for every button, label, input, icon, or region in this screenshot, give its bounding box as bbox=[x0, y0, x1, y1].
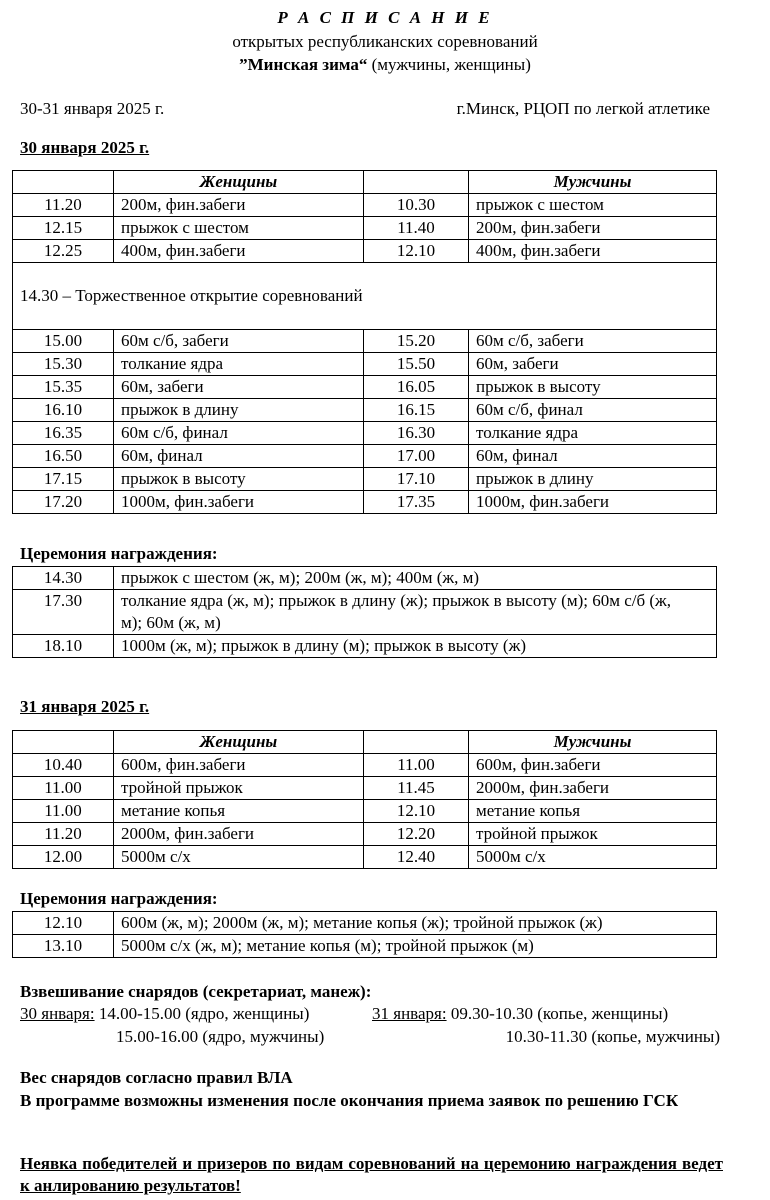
women-event: 1000м, фин.забеги bbox=[114, 491, 364, 514]
day1-ceremony-body bbox=[13, 567, 717, 658]
header-men: Мужчины bbox=[469, 171, 717, 194]
competition-name bbox=[0, 55, 770, 75]
women-event: 60м с/б, финал bbox=[114, 422, 364, 445]
weighing-day2-slot2: 10.30-11.30 (копье, мужчины) bbox=[505, 1027, 720, 1046]
table-row bbox=[13, 353, 717, 376]
women-time: 12.15 bbox=[13, 217, 114, 240]
competition-name-rest: (мужчины, женщины) bbox=[367, 55, 531, 74]
table-row bbox=[13, 823, 717, 846]
weighing-day1-line1 bbox=[20, 1004, 309, 1024]
table-row bbox=[13, 194, 717, 217]
women-time: 17.20 bbox=[13, 491, 114, 514]
women-time: 16.35 bbox=[13, 422, 114, 445]
ceremony-row bbox=[13, 912, 717, 935]
day1-heading: 30 января 2025 г. bbox=[20, 138, 150, 157]
table-row bbox=[13, 491, 717, 514]
ceremony-time: 14.30 bbox=[13, 567, 114, 590]
women-event: 400м, фин.забеги bbox=[114, 240, 364, 263]
men-time: 12.20 bbox=[364, 823, 469, 846]
men-time: 17.35 bbox=[364, 491, 469, 514]
men-event: тройной прыжок bbox=[469, 823, 717, 846]
ceremony-events: 1000м (ж, м); прыжок в длину (м); прыжок в высоту (ж) bbox=[114, 635, 717, 658]
day2-table-body bbox=[13, 731, 717, 869]
ceremony-time: 13.10 bbox=[13, 935, 114, 958]
men-time: 15.50 bbox=[364, 353, 469, 376]
men-event: 60м с/б, забеги bbox=[469, 330, 717, 353]
table-row bbox=[13, 800, 717, 823]
men-time: 11.45 bbox=[364, 777, 469, 800]
men-time: 16.30 bbox=[364, 422, 469, 445]
document-title: Р А С П И С А Н И Е bbox=[277, 8, 493, 27]
competition-name-bold: ”Минская зима“ bbox=[239, 55, 368, 74]
weighing-day1-label: 30 января: bbox=[20, 1004, 95, 1023]
header-women: Женщины bbox=[114, 731, 364, 754]
women-time: 16.50 bbox=[13, 445, 114, 468]
women-time: 12.00 bbox=[13, 846, 114, 869]
ceremony-events: прыжок с шестом (ж, м); 200м (ж, м); 400м (ж, м) bbox=[114, 567, 717, 590]
day2-schedule-table bbox=[12, 730, 717, 869]
ceremony-events: 600м (ж, м); 2000м (ж, м); метание копья (ж); тройной прыжок (ж) bbox=[114, 912, 717, 935]
women-event: метание копья bbox=[114, 800, 364, 823]
men-time: 12.10 bbox=[364, 240, 469, 263]
weighing-day2-line1 bbox=[372, 1004, 668, 1024]
ceremony-events: 5000м с/х (ж, м); метание копья (м); тройной прыжок (м) bbox=[114, 935, 717, 958]
header-empty-cell bbox=[364, 171, 469, 194]
table-row bbox=[13, 399, 717, 422]
women-time: 10.40 bbox=[13, 754, 114, 777]
men-event: 60м, забеги bbox=[469, 353, 717, 376]
women-event: 5000м с/х bbox=[114, 846, 364, 869]
women-event: 2000м, фин.забеги bbox=[114, 823, 364, 846]
women-event: толкание ядра bbox=[114, 353, 364, 376]
day2-ceremony-body bbox=[13, 912, 717, 958]
men-time: 16.15 bbox=[364, 399, 469, 422]
men-time: 11.40 bbox=[364, 217, 469, 240]
men-time: 12.10 bbox=[364, 800, 469, 823]
women-time: 12.25 bbox=[13, 240, 114, 263]
women-event: тройной прыжок bbox=[114, 777, 364, 800]
ceremony-time: 18.10 bbox=[13, 635, 114, 658]
document-subtitle: открытых республиканских соревнований bbox=[232, 32, 538, 51]
men-event: прыжок в высоту bbox=[469, 376, 717, 399]
men-event: 60м с/б, финал bbox=[469, 399, 717, 422]
women-event: 200м, фин.забеги bbox=[114, 194, 364, 217]
men-event: 200м, фин.забеги bbox=[469, 217, 717, 240]
day1-ceremony-table bbox=[12, 566, 717, 658]
men-time: 10.30 bbox=[364, 194, 469, 217]
ceremony-events: толкание ядра (ж, м); прыжок в длину (ж); прыжок в высоту (м); 60м с/б (ж, м); 60м (ж, м) bbox=[114, 590, 717, 635]
women-time: 15.00 bbox=[13, 330, 114, 353]
table-row bbox=[13, 777, 717, 800]
women-event: 600м, фин.забеги bbox=[114, 754, 364, 777]
table-row bbox=[13, 445, 717, 468]
ceremony-row bbox=[13, 935, 717, 958]
men-time: 16.05 bbox=[364, 376, 469, 399]
men-event: прыжок с шестом bbox=[469, 194, 717, 217]
ceremony-time: 17.30 bbox=[13, 590, 114, 635]
men-time: 15.20 bbox=[364, 330, 469, 353]
women-event: 60м, финал bbox=[114, 445, 364, 468]
women-time: 15.35 bbox=[13, 376, 114, 399]
women-time: 15.30 bbox=[13, 353, 114, 376]
men-event: 2000м, фин.забеги bbox=[469, 777, 717, 800]
women-event: 60м, забеги bbox=[114, 376, 364, 399]
weighing-day1-slot2: 15.00-16.00 (ядро, мужчины) bbox=[116, 1027, 325, 1046]
women-time: 17.15 bbox=[13, 468, 114, 491]
header-women: Женщины bbox=[114, 171, 364, 194]
table-row bbox=[13, 376, 717, 399]
day1-table-body bbox=[13, 171, 717, 514]
men-event: 600м, фин.забеги bbox=[469, 754, 717, 777]
women-event: 60м с/б, забеги bbox=[114, 330, 364, 353]
men-event: 60м, финал bbox=[469, 445, 717, 468]
header-empty-cell bbox=[364, 731, 469, 754]
table-row bbox=[13, 422, 717, 445]
men-time: 17.00 bbox=[364, 445, 469, 468]
men-event: метание копья bbox=[469, 800, 717, 823]
table-row bbox=[13, 846, 717, 869]
women-time: 11.20 bbox=[13, 194, 114, 217]
day2-heading: 31 января 2025 г. bbox=[20, 697, 150, 716]
table-row bbox=[13, 330, 717, 353]
table-header-row bbox=[13, 171, 717, 194]
men-time: 12.40 bbox=[364, 846, 469, 869]
note-equipment-weight: Вес снарядов согласно правил ВЛА bbox=[20, 1068, 293, 1087]
men-event: 5000м с/х bbox=[469, 846, 717, 869]
event-dates: 30-31 января 2025 г. bbox=[20, 99, 165, 118]
opening-ceremony-text: 14.30 – Торжественное открытие соревнований bbox=[13, 263, 717, 330]
men-event: толкание ядра bbox=[469, 422, 717, 445]
header-men: Мужчины bbox=[469, 731, 717, 754]
ceremony-row bbox=[13, 567, 717, 590]
ceremony-row bbox=[13, 590, 717, 635]
event-location: г.Минск, РЦОП по легкой атлетике bbox=[456, 99, 710, 118]
table-header-row bbox=[13, 731, 717, 754]
day2-ceremony-table bbox=[12, 911, 717, 958]
header-empty-cell bbox=[13, 731, 114, 754]
men-event: 1000м, фин.забеги bbox=[469, 491, 717, 514]
day1-ceremony-heading: Церемония награждения: bbox=[20, 544, 218, 563]
ceremony-row bbox=[13, 635, 717, 658]
women-event: прыжок в высоту bbox=[114, 468, 364, 491]
men-event: прыжок в длину bbox=[469, 468, 717, 491]
men-time: 17.10 bbox=[364, 468, 469, 491]
header-empty-cell bbox=[13, 171, 114, 194]
weighing-day1-slot1: 14.00-15.00 (ядро, женщины) bbox=[94, 1004, 310, 1023]
day2-ceremony-heading: Церемония награждения: bbox=[20, 889, 218, 908]
women-time: 16.10 bbox=[13, 399, 114, 422]
women-time: 11.00 bbox=[13, 800, 114, 823]
women-time: 11.20 bbox=[13, 823, 114, 846]
weighing-day2-label: 31 января: bbox=[372, 1004, 447, 1023]
men-time: 11.00 bbox=[364, 754, 469, 777]
women-time: 11.00 bbox=[13, 777, 114, 800]
women-event: прыжок с шестом bbox=[114, 217, 364, 240]
women-event: прыжок в длину bbox=[114, 399, 364, 422]
weighing-heading: Взвешивание снарядов (секретариат, манеж): bbox=[20, 982, 372, 1001]
men-event: 400м, фин.забеги bbox=[469, 240, 717, 263]
table-row bbox=[13, 468, 717, 491]
note-absence-warning: Неявка победителей и призеров по видам соревнований на церемонию награждения ведет к анлированию результатов! bbox=[20, 1154, 723, 1195]
note-program-changes: В программе возможны изменения после окончания приема заявок по решению ГСК bbox=[20, 1091, 679, 1110]
table-row bbox=[13, 217, 717, 240]
table-row bbox=[13, 240, 717, 263]
opening-row bbox=[13, 263, 717, 330]
table-row bbox=[13, 754, 717, 777]
ceremony-time: 12.10 bbox=[13, 912, 114, 935]
day1-schedule-table bbox=[12, 170, 717, 514]
weighing-day2-slot1: 09.30-10.30 (копье, женщины) bbox=[446, 1004, 669, 1023]
